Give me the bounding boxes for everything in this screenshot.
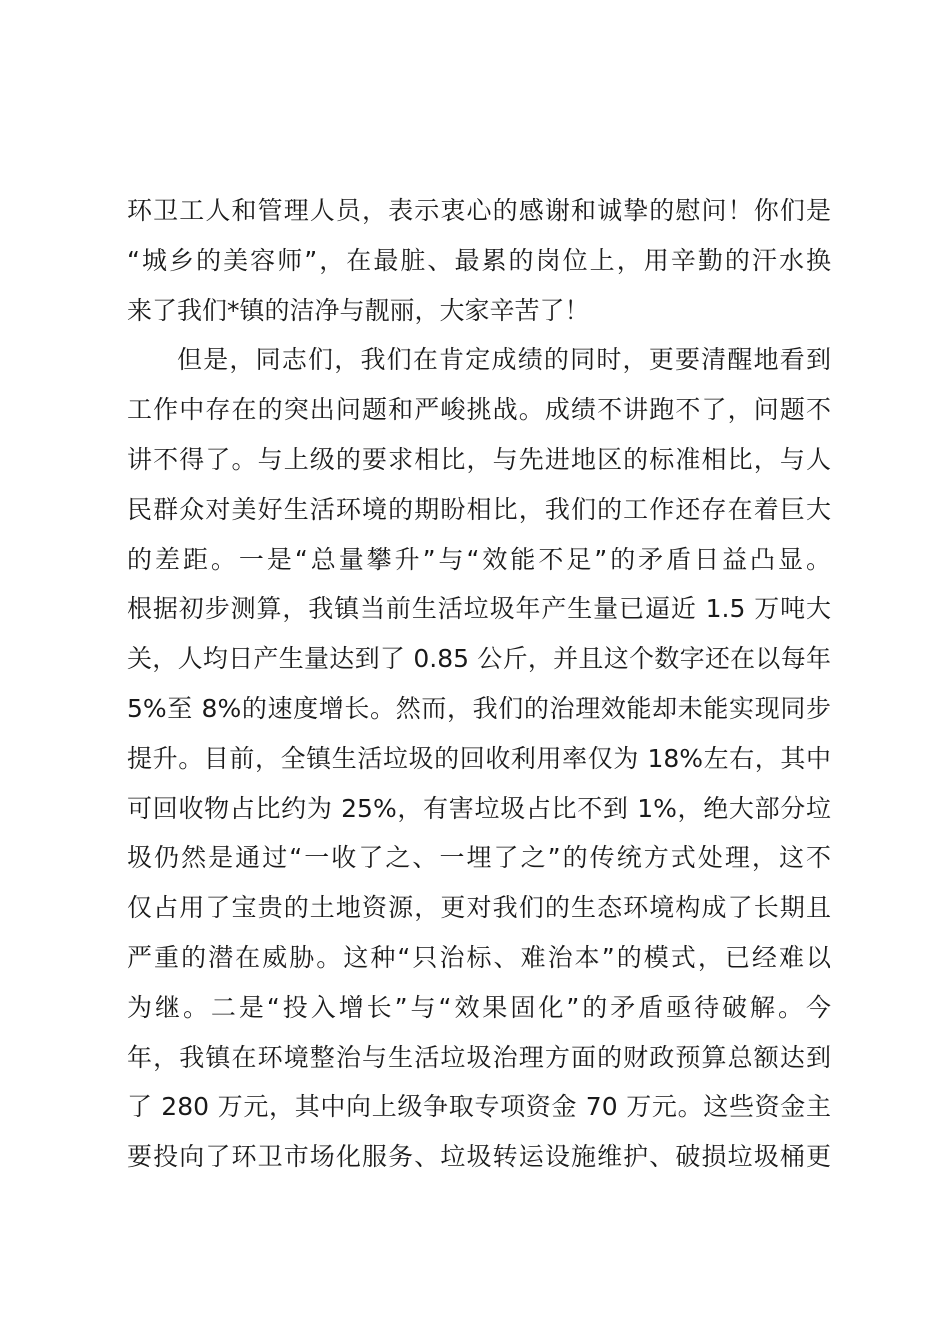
text-line: 民群众对美好生活环境的期盼相比，我们的工作还存在着巨大 (127, 494, 831, 524)
text-line: 要投向了环卫市场化服务、垃圾转运设施维护、破损垃圾桶更 (127, 1142, 831, 1172)
text-line: 5%至 8%的速度增长。然而，我们的治理效能却未能实现同步 (127, 693, 831, 723)
text-line: 为继。二是“投入增长”与“效果固化”的矛盾亟待破解。今 (127, 992, 831, 1022)
paragraph-1 (127, 186, 831, 335)
text-line: 但是，同志们，我们在肯定成绩的同时，更要清醒地看到 (177, 345, 831, 375)
text-line: 仅占用了宝贵的土地资源，更对我们的生态环境构成了长期且 (127, 893, 831, 923)
text-line: 关，人均日产生量达到了 0.85 公斤，并且这个数字还在以每年 (127, 644, 831, 674)
text-line: 的差距。一是“总量攀升”与“效能不足”的矛盾日益凸显。 (127, 544, 831, 574)
text-line: “城乡的美容师”，在最脏、最累的岗位上，用辛勤的汗水换 (127, 245, 831, 275)
text-line: 工作中存在的突出问题和严峻挑战。成绩不讲跑不了，问题不 (127, 395, 831, 425)
text-line: 提升。目前，全镇生活垃圾的回收利用率仅为 18%左右，其中 (127, 743, 831, 773)
text-line: 讲不得了。与上级的要求相比，与先进地区的标准相比，与人 (127, 444, 831, 474)
text-line: 圾仍然是通过“一收了之、一埋了之”的传统方式处理，这不 (127, 843, 831, 873)
text-line: 环卫工人和管理人员，表示衷心的感谢和诚挚的慰问！你们是 (127, 196, 831, 225)
text-line: 年，我镇在环境整治与生活垃圾治理方面的财政预算总额达到 (127, 1042, 831, 1072)
text-line: 来了我们*镇的洁净与靓丽，大家辛苦了！ (127, 295, 590, 325)
text-line: 了 280 万元，其中向上级争取专项资金 70 万元。这些资金主 (127, 1092, 831, 1122)
body-text (127, 186, 831, 1182)
text-line: 严重的潜在威胁。这种“只治标、难治本”的模式，已经难以 (127, 942, 831, 972)
text-line: 可回收物占比约为 25%，有害垃圾占比不到 1%，绝大部分垃 (127, 793, 831, 823)
text-line: 根据初步测算，我镇当前生活垃圾年产生量已逼近 1.5 万吨大 (127, 594, 831, 624)
paragraph-2 (127, 335, 831, 1182)
